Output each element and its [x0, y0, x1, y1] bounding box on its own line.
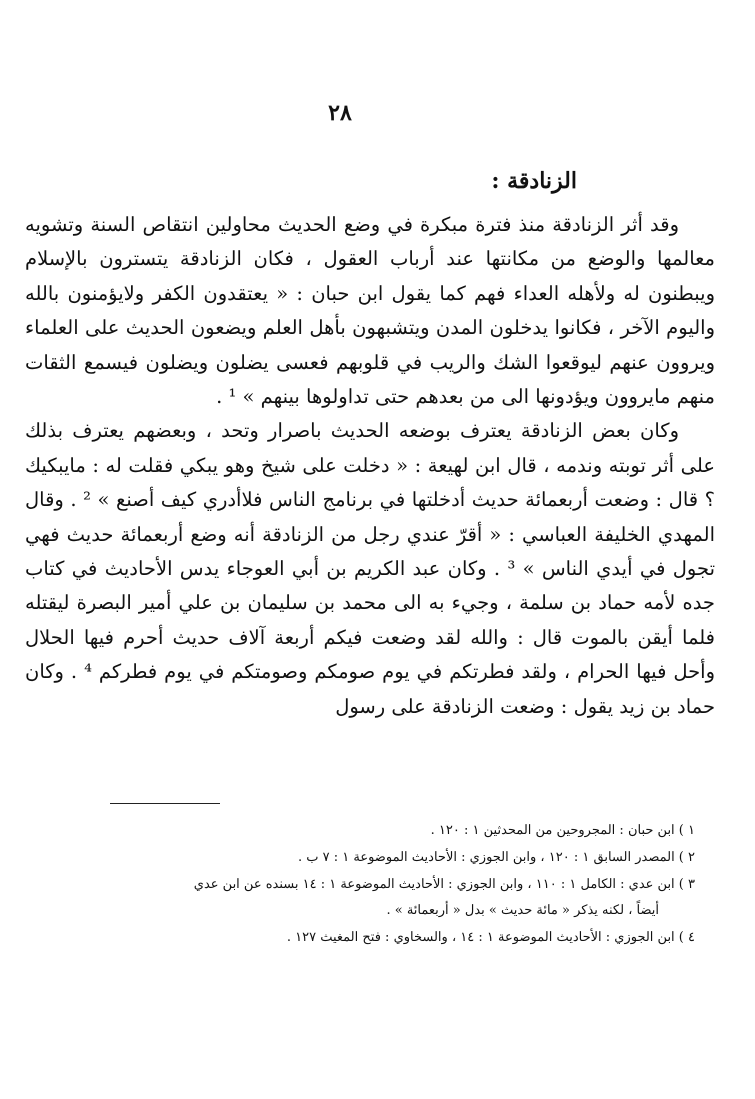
footnote-continuation: أيضاً ، لكنه يذكر « مائة حديث » بدل « أربعمائة » . — [386, 903, 659, 919]
footnote: ٣ ) ابن عدي : الكامل ١ : ١١٠ ، وابن الجوزي : الأحاديث الموضوعة ١ : ١٤ بسنده عن ابن عدي — [193, 876, 695, 892]
body-text — [25, 208, 715, 724]
page-number: ٢٨ — [328, 100, 352, 126]
footnotes — [55, 818, 695, 952]
section-title: الزنادقة : — [491, 168, 577, 194]
paragraph: وكان بعض الزنادقة يعترف بوضعه الحديث باصرار وتحد ، وبعضهم يعترف بذلك على أثر توبته وندمه ، قال ابن لهيعة : « دخلت على شيخ وهو يبكي فقلت له : مايبكيك ؟ قال : وضعت أربعمائة حديث أدخلتها في برنامج الناس فلاأدري كيف أصنع » ² . وقال المهدي الخليفة العباسي : « أقرّ عندي رجل من الزنادقة أنه وضع أربعمائة حديث فهي تجول في أيدي الناس » ³ . وكان عبد الكريم بن أبي العوجاء يدس الأحاديث في كتاب جده لأمه حماد بن سلمة ، وجيء به الى محمد بن سليمان بن علي أمير البصرة ليقتله فلما أيقن بالموت قال : والله لقد وضعت فيكم أربعة آلاف حديث أحرم فيها الحلال وأحل فيها الحرام ، ولقد فطرتكم في يوم صومكم وصومتكم في يوم فطركم ⁴ . وكان حماد بن زيد يقول : وضعت الزنادقة على رسول — [25, 419, 716, 718]
paragraph: وقد أثر الزنادقة منذ فترة مبكرة في وضع الحديث محاولين انتقاص السنة وتشويه معالمها والوضع من مكانتها عند أرباب العقول ، فكان الزنادقة يتسترون بالإسلام ويبطنون له ولأهله العداء فهم كما يقول ابن حبان : « يعتقدون الكفر ولايؤمنون بالله واليوم الآخر ، فكانوا يدخلون المدن ويتشبهون بأهل العلم ويضعون الحديث على العلماء ويروون عنهم ليوقعوا الشك والريب في قلوبهم فعسى يضلون ويضلون فيسمع الثقات منهم مايروون ويؤدونها الى من بعدهم حتى تداولوها بينهم » ¹ . — [25, 213, 715, 409]
footnote: ٤ ) ابن الجوزي : الأحاديث الموضوعة ١ : ١٤ ، والسخاوي : فتح المغيث ١٢٧ . — [286, 930, 695, 946]
footnote: ١ ) ابن حبان : المجروحين من المحدثين ١ : ١٢٠ . — [430, 823, 695, 838]
footnote: ٢ ) المصدر السابق ١ : ١٢٠ ، وابن الجوزي : الأحاديث الموضوعة ١ : ٧ ب . — [297, 849, 695, 865]
footnote-divider — [110, 803, 220, 804]
